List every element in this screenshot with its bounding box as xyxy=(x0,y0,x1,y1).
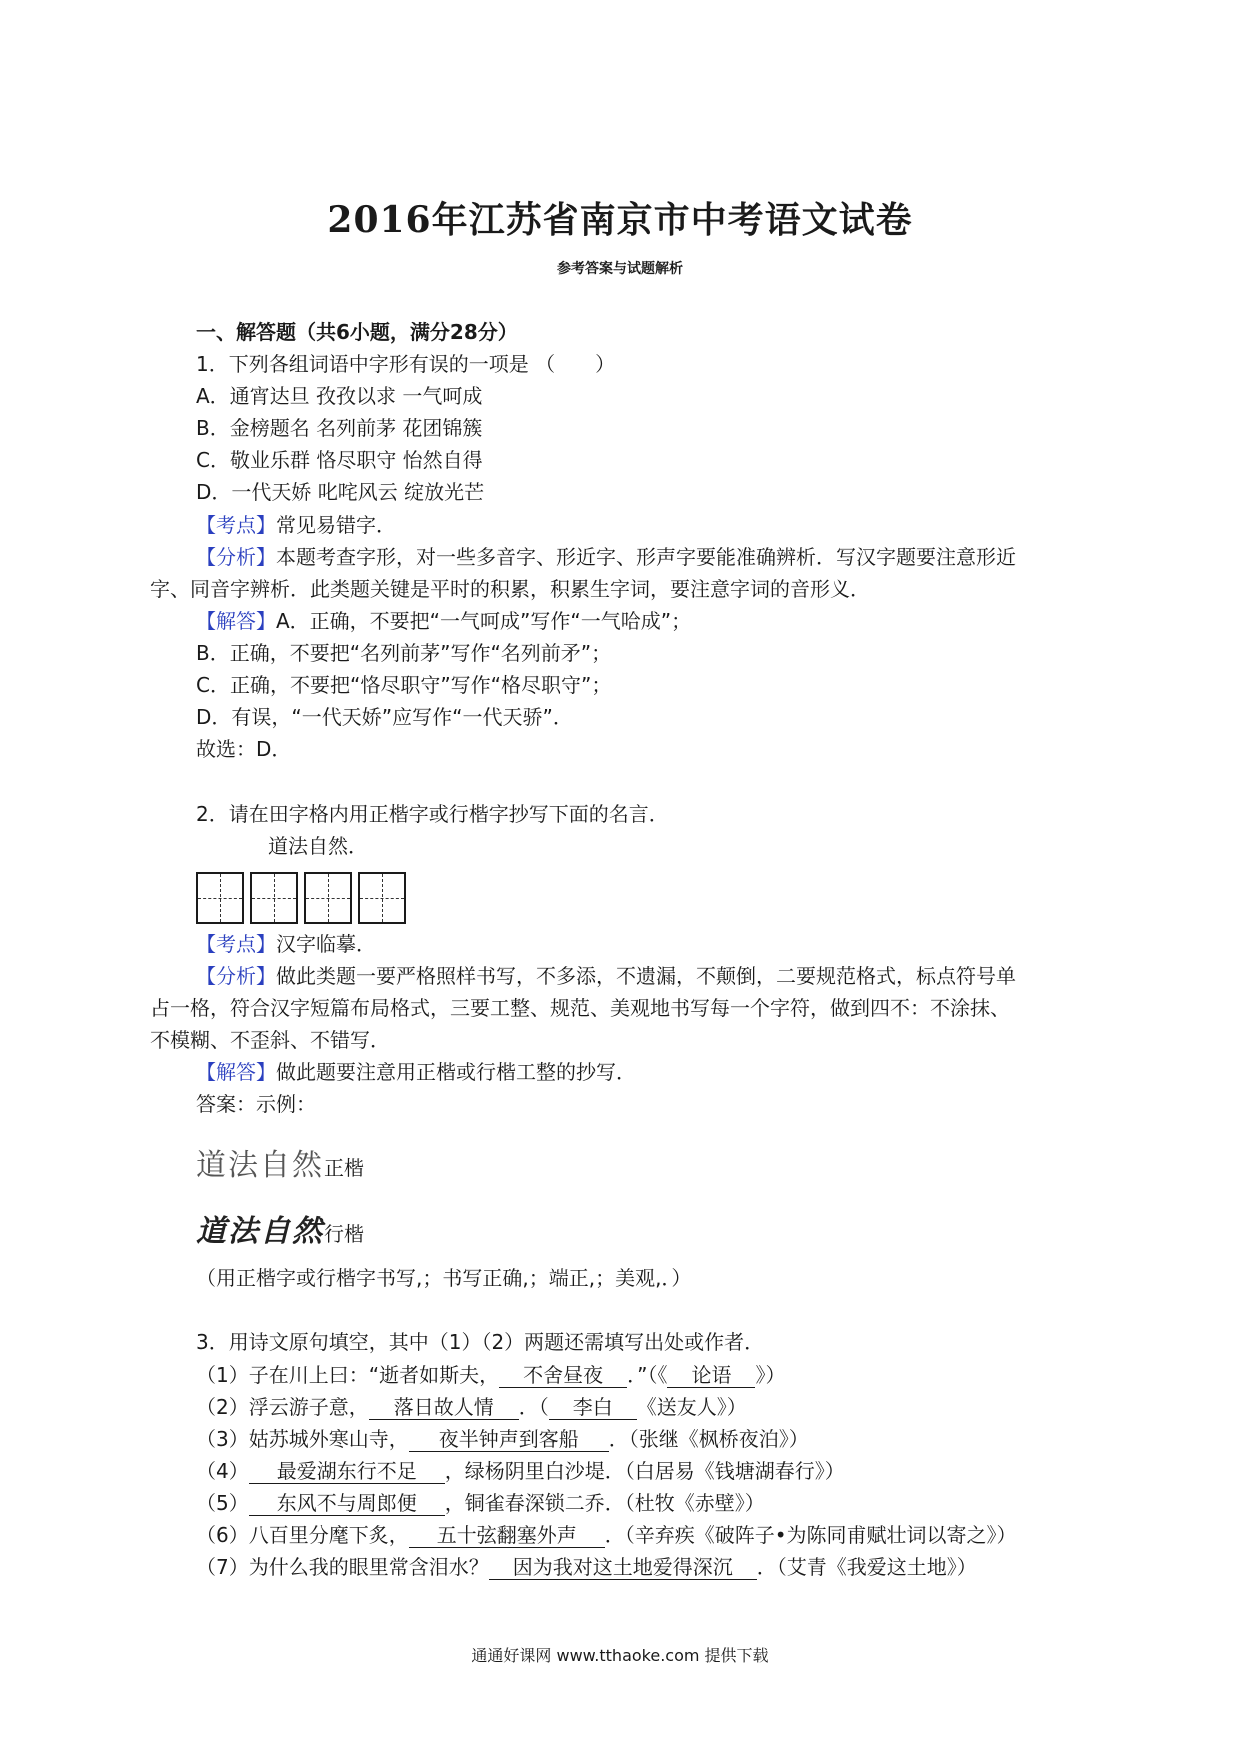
item-text: （2）浮云游子意， xyxy=(196,1395,369,1419)
tianzige-cell xyxy=(196,872,244,924)
page-title: 2016年江苏省南京市中考语文试卷 xyxy=(327,199,913,241)
item-text: （4） xyxy=(196,1459,249,1483)
q1-fenxi-cont: 字、同音字辨析．此类题关键是平时的积累，积累生字词，要注意字词的音形义． xyxy=(150,577,870,601)
item-text: （6）八百里分麾下炙， xyxy=(196,1523,409,1547)
jieda-tag: 【解答】 xyxy=(196,1060,276,1084)
sample-kaishu xyxy=(196,1140,364,1184)
kaodian-tag: 【考点】 xyxy=(196,513,276,537)
item-text: ，铜雀春深锁二乔．（杜牧《赤壁》） xyxy=(444,1491,765,1515)
item-text: ．（张继《枫桥夜泊》） xyxy=(608,1427,809,1451)
kaodian-text: 常见易错字． xyxy=(276,513,396,537)
item-text: 》） xyxy=(755,1363,786,1387)
item-text: （5） xyxy=(196,1491,249,1515)
q2-fenxi-cont-2: 不模糊、不歪斜、不错写． xyxy=(150,1028,390,1052)
answer-blank: 李白 xyxy=(549,1395,637,1420)
q3-item-6 xyxy=(196,1521,1017,1549)
jieda-text-1: A．正确，不要把“一气呵成”写作“一气哈成”； xyxy=(276,609,692,633)
answer-blank: 落日故人情 xyxy=(369,1395,519,1420)
item-text: ，绿杨阴里白沙堤．（白居易《钱塘湖春行》） xyxy=(444,1459,845,1483)
q1-kaodian xyxy=(196,511,396,539)
q3-item-1 xyxy=(196,1361,785,1389)
item-text: （3）姑苏城外寒山寺， xyxy=(196,1427,409,1451)
q2-stem: 2．请在田字格内用正楷字或行楷字抄写下面的名言． xyxy=(196,802,669,826)
q1-jieda xyxy=(196,607,691,635)
tianzige-cell xyxy=(250,872,298,924)
sample-kaishu-text: 道法自然 xyxy=(196,1148,324,1183)
q1-jieda-4: D．有误，“一代天娇”应写作“一代天骄”． xyxy=(196,705,573,729)
fenxi-text-1: 本题考查字形，对一些多音字、形近字、形声字要能准确辨析．写汉字题要注意形近 xyxy=(276,545,1016,569)
sample-kaishu-label: 正楷 xyxy=(324,1156,364,1180)
q3-item-2 xyxy=(196,1393,747,1421)
answer-blank: 五十弦翻塞外声 xyxy=(409,1523,605,1548)
tianzige-cell xyxy=(358,872,406,924)
q2-fenxi-cont-1: 占一格，符合汉字短篇布局格式，三要工整、规范、美观地书写每一个字符，做到四不：不涂抹、 xyxy=(150,996,1010,1020)
q1-option-d: D．一代天娇 叱咤风云 绽放光芒 xyxy=(196,480,485,504)
q1-jieda-3: C．正确，不要把“恪尽职守”写作“格尽职守”； xyxy=(196,673,612,697)
q2-answer-label: 答案：示例： xyxy=(196,1092,316,1116)
page-subtitle: 参考答案与试题解析 xyxy=(557,261,683,277)
q3-item-3 xyxy=(196,1425,809,1453)
q2-note: （用正楷字或行楷字书写,；书写正确,；端正,；美观,．） xyxy=(196,1266,692,1290)
q3-item-7 xyxy=(196,1553,977,1581)
answer-blank: 不舍昼夜 xyxy=(499,1363,627,1388)
q1-option-a: A．通宵达旦 孜孜以求 一气呵成 xyxy=(196,384,483,408)
jieda-text: 做此题要注意用正楷或行楷工整的抄写． xyxy=(276,1060,636,1084)
answer-blank: 论语 xyxy=(667,1363,755,1388)
q3-item-5 xyxy=(196,1489,765,1517)
tianzige-cell xyxy=(304,872,352,924)
q2-fenxi xyxy=(196,962,1016,990)
item-text: 《送友人》） xyxy=(636,1395,747,1419)
q2-quote: 道法自然． xyxy=(268,834,368,858)
item-text: ．（辛弃疾《破阵子•为陈同甫赋壮词以寄之》） xyxy=(604,1523,1017,1547)
jieda-tag: 【解答】 xyxy=(196,609,276,633)
q3-stem: 3．用诗文原句填空，其中（1）（2）两题还需填写出处或作者． xyxy=(196,1330,765,1354)
kaodian-text: 汉字临摹． xyxy=(276,932,376,956)
q2-kaodian xyxy=(196,930,376,958)
q1-jieda-2: B．正确，不要把“名列前茅”写作“名列前矛”； xyxy=(196,641,612,665)
item-text: （1）子在川上曰：“逝者如斯夫， xyxy=(196,1363,500,1387)
q1-choice: 故选：D． xyxy=(196,737,292,761)
sample-xingkai-label: 行楷 xyxy=(324,1222,364,1246)
item-text: （7）为什么我的眼里常含泪水？ xyxy=(196,1555,489,1579)
q1-option-c: C．敬业乐群 恪尽职守 怡然自得 xyxy=(196,448,483,472)
item-text: ．（ xyxy=(518,1395,549,1419)
answer-blank: 因为我对这土地爱得深沉 xyxy=(489,1555,757,1580)
tianzige-grid xyxy=(196,872,406,924)
q1-fenxi xyxy=(196,543,1016,571)
page-footer: 通通好课网 www.tthaoke.com 提供下载 xyxy=(471,1646,769,1665)
answer-blank: 夜半钟声到客船 xyxy=(409,1427,609,1452)
item-text: ．”（《 xyxy=(627,1363,668,1387)
q3-item-4 xyxy=(196,1457,845,1485)
kaodian-tag: 【考点】 xyxy=(196,932,276,956)
fenxi-tag: 【分析】 xyxy=(196,964,276,988)
fenxi-tag: 【分析】 xyxy=(196,545,276,569)
sample-xingkai xyxy=(196,1206,364,1250)
section-heading: 一、解答题（共6小题，满分28分） xyxy=(196,320,518,344)
fenxi-text-1: 做此类题一要严格照样书写，不多添，不遗漏，不颠倒，二要规范格式，标点符号单 xyxy=(276,964,1016,988)
q1-option-b: B．金榜题名 名列前茅 花团锦簇 xyxy=(196,416,483,440)
item-text: ．（艾青《我爱这土地》） xyxy=(756,1555,977,1579)
answer-blank: 最爱湖东行不足 xyxy=(249,1459,445,1484)
answer-blank: 东风不与周郎便 xyxy=(249,1491,445,1516)
q2-jieda xyxy=(196,1058,636,1086)
q1-stem: 1．下列各组词语中字形有误的一项是 （ ） xyxy=(196,352,616,376)
sample-xingkai-text: 道法自然 xyxy=(196,1214,324,1249)
